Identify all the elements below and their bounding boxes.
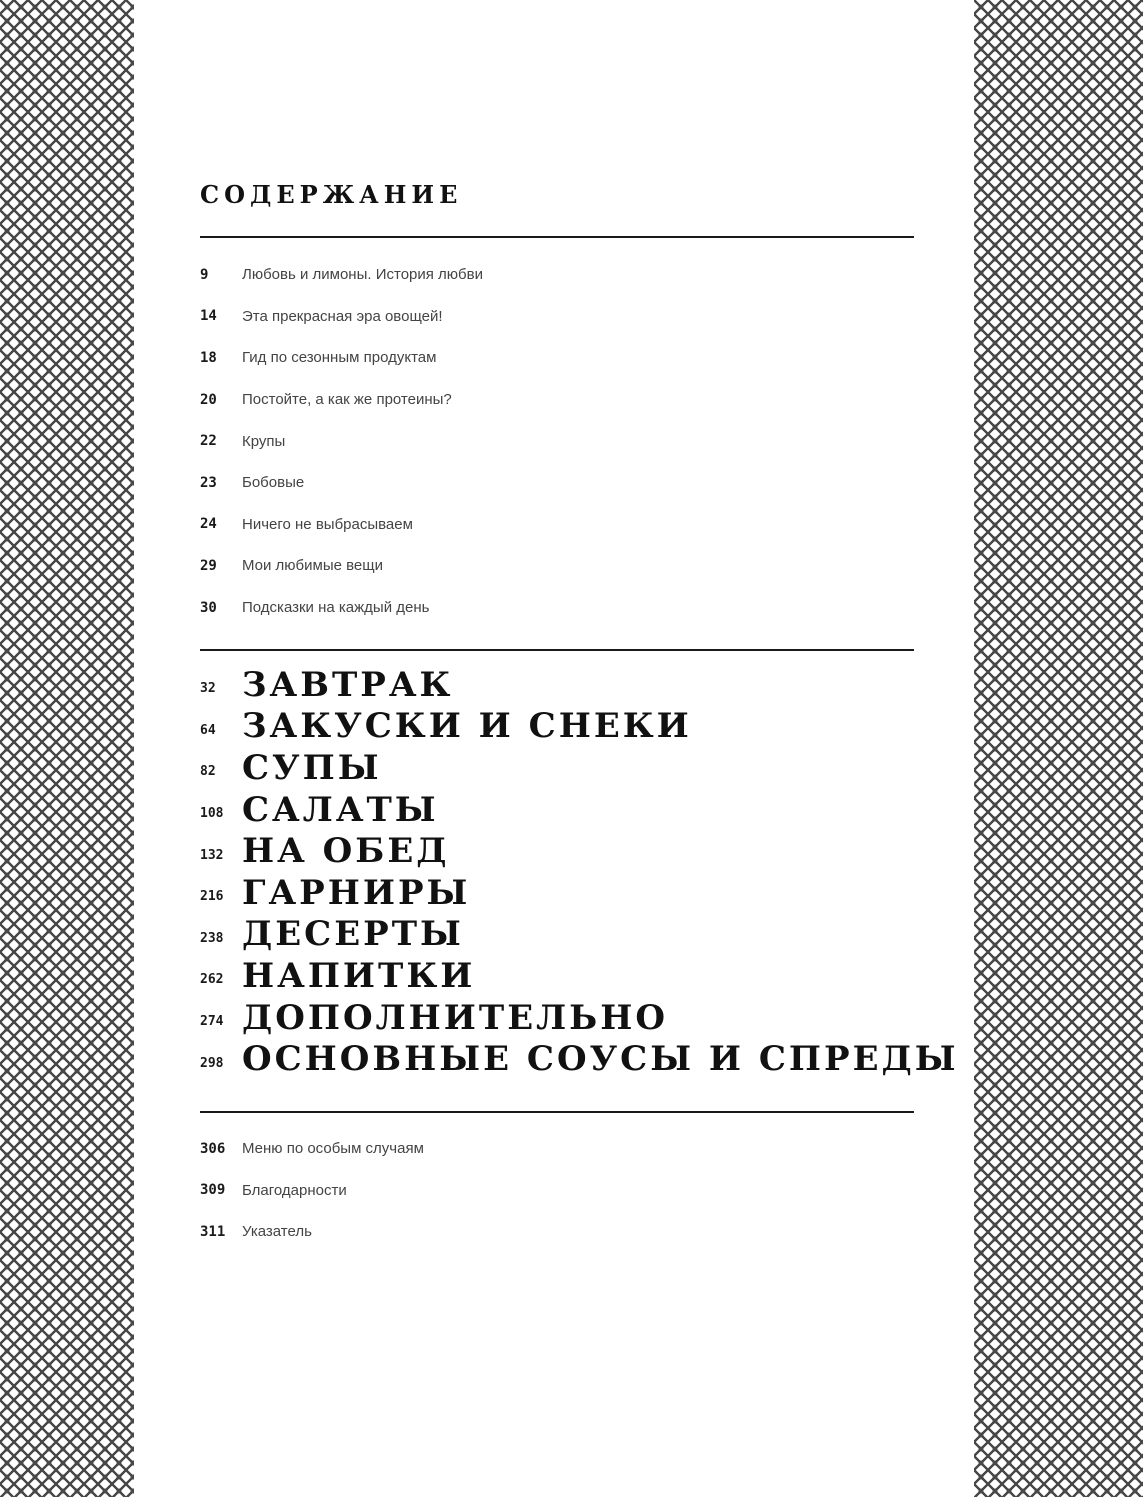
- chapter-entry[interactable]: [200, 830, 959, 872]
- entry-label: Ничего не выбрасываем: [242, 515, 413, 533]
- chapter-list: [200, 664, 959, 1080]
- entry-label: Постойте, а как же протеины?: [242, 391, 452, 409]
- entry-label: Подсказки на каждый день: [242, 599, 430, 617]
- page-number: 24: [200, 516, 217, 533]
- page-number: 23: [200, 474, 217, 491]
- page-number: 132: [200, 847, 224, 863]
- entry-label: Меню по особым случаям: [242, 1140, 424, 1158]
- toc-entry[interactable]: [200, 254, 483, 296]
- page-number: 14: [200, 308, 217, 325]
- divider-bottom: [200, 1111, 914, 1113]
- intro-list: [200, 254, 483, 628]
- back-matter-list: [200, 1128, 424, 1253]
- chapter-title: ДОПОЛНИТЕЛЬНО: [242, 997, 668, 1038]
- entry-label: Любовь и лимоны. История любви: [242, 266, 483, 284]
- toc-entry[interactable]: [200, 1211, 424, 1253]
- page-number: 22: [200, 433, 217, 450]
- page-number: 262: [200, 972, 224, 988]
- entry-label: Благодарности: [242, 1181, 347, 1199]
- divider-top: [200, 236, 914, 238]
- chapter-entry[interactable]: [200, 706, 959, 748]
- chapter-entry[interactable]: [200, 955, 959, 997]
- entry-label: Указатель: [242, 1223, 312, 1241]
- page-number: 64: [200, 722, 216, 738]
- page-number: 32: [200, 681, 216, 697]
- toc-entry[interactable]: [200, 296, 483, 338]
- chapter-entry[interactable]: [200, 997, 959, 1039]
- chapter-title: ЗАКУСКИ И СНЕКИ: [242, 706, 692, 747]
- page-number: 274: [200, 1014, 224, 1030]
- chapter-entry[interactable]: [200, 872, 959, 914]
- entry-label: Гид по сезонным продуктам: [242, 349, 437, 367]
- toc-entry[interactable]: [200, 1170, 424, 1212]
- chapter-title: СУПЫ: [242, 747, 382, 788]
- toc-entry[interactable]: [200, 587, 483, 629]
- divider-middle: [200, 649, 914, 651]
- page-number: 29: [200, 557, 217, 574]
- page-number: 309: [200, 1182, 226, 1199]
- chapter-title: НАПИТКИ: [242, 955, 476, 996]
- page-number: 108: [200, 806, 224, 822]
- chapter-entry[interactable]: [200, 1038, 959, 1080]
- chapter-entry[interactable]: [200, 914, 959, 956]
- entry-label: Крупы: [242, 432, 286, 450]
- toc-entry[interactable]: [200, 379, 483, 421]
- toc-entry[interactable]: [200, 545, 483, 587]
- page-number: 82: [200, 764, 216, 780]
- decorative-pattern-left: [0, 0, 134, 1497]
- toc-entry[interactable]: [200, 504, 483, 546]
- page-number: 30: [200, 599, 217, 616]
- page-title: СОДЕРЖАНИЕ: [200, 180, 463, 209]
- page-number: 306: [200, 1140, 226, 1157]
- page-number: 20: [200, 391, 217, 408]
- entry-label: Бобовые: [242, 474, 305, 492]
- chapter-entry[interactable]: [200, 789, 959, 831]
- toc-entry[interactable]: [200, 1128, 424, 1170]
- page-number: 298: [200, 1055, 224, 1071]
- chapter-title: ДЕСЕРТЫ: [242, 914, 464, 955]
- chapter-entry[interactable]: [200, 664, 959, 706]
- toc-entry[interactable]: [200, 420, 483, 462]
- chapter-title: САЛАТЫ: [242, 789, 439, 830]
- decorative-pattern-right: [974, 0, 1143, 1497]
- chapter-entry[interactable]: [200, 747, 959, 789]
- page-number: 18: [200, 349, 217, 366]
- page-number: 238: [200, 930, 224, 946]
- entry-label: Мои любимые вещи: [242, 557, 383, 575]
- entry-label: Эта прекрасная эра овощей!: [242, 307, 443, 325]
- page-number: 9: [200, 266, 209, 283]
- page-number: 216: [200, 889, 224, 905]
- chapter-title: ГАРНИРЫ: [242, 872, 471, 913]
- page-number: 311: [200, 1223, 226, 1240]
- chapter-title: ЗАВТРАК: [242, 664, 454, 705]
- toc-entry[interactable]: [200, 462, 483, 504]
- chapter-title: ОСНОВНЫЕ СОУСЫ И СПРЕДЫ: [242, 1039, 959, 1080]
- toc-entry[interactable]: [200, 337, 483, 379]
- chapter-title: НА ОБЕД: [242, 831, 450, 872]
